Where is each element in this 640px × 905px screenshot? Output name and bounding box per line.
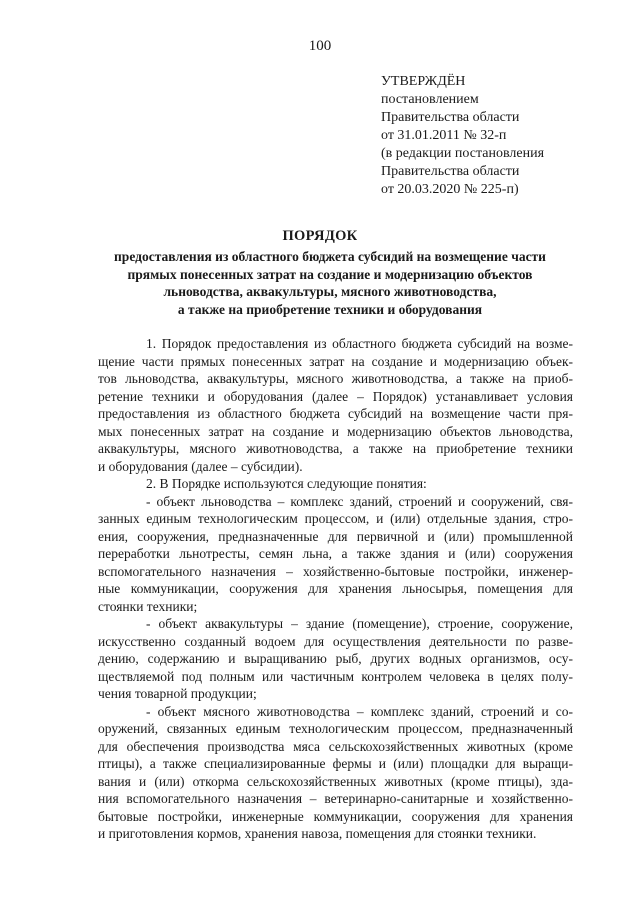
paragraph-line: чения товарной продукции; [98,686,257,701]
paragraph-line: - объект аквакультуры – здание (помещение), строение, сооружение, [146,616,573,631]
paragraph-line: ретение техники и оборудования (далее – Порядок) устанавливает условия [98,388,573,404]
paragraph-line: ществляемой под полным или частичным контролем человека в целях полу- [98,668,573,684]
document-title: ПОРЯДОК [282,228,358,244]
approval-line: от 31.01.2011 № 32-п [381,128,507,143]
paragraph-line: - объект мясного животноводства – комплекс зданий, строений и со- [146,703,573,719]
subtitle-line: а также на приобретение техники и оборудования [177,301,483,317]
subtitle-line: предоставления из областного бюджета субсидий на возмещение части [114,249,546,264]
paragraph-line: - объект льноводства – комплекс зданий, строений и сооружений, свя- [146,493,573,509]
document-body [98,335,573,843]
approval-line: Правительства области [381,164,520,179]
paragraph-line: ния вспомогательного назначения – ветеринарно-санитарные и хозяйственно- [98,791,573,806]
paragraph-line: предоставления из областного бюджета субсидий на возмещение части пря- [98,406,573,421]
paragraph-line: и оборудования (далее – субсидии). [98,458,303,474]
paragraph-line: 1. Порядок предоставления из областного бюджета субсидий на возме- [146,336,573,351]
paragraph-line: тов льноводства, аквакультуры, мясного животноводства, а также на приоб- [98,371,573,386]
paragraph-line: щение части прямых понесенных затрат на создание и модернизацию объек- [98,353,573,369]
paragraph-line: ные коммуникации, сооружения для хранения льносырья, помещения для [98,581,573,596]
subtitle-line: прямых понесенных затрат на создание и модернизацию объектов [127,266,533,282]
paragraph-line: аквакультуры, мясного животноводства, а также на приобретение техники [98,441,573,456]
paragraph-line: вания и (или) откорма сельскохозяйственных животных (кроме птицы), зда- [98,773,573,789]
paragraph-line: искусственно созданный водоем для осуществления деятельности по разве- [98,633,573,649]
paragraph-line: и приготовления кормов, хранения навоза, помещения для стоянки техники. [98,826,537,841]
paragraph-line: дению, содержанию и выращиванию рыб, других водных организмов, осу- [98,651,573,666]
paragraph-line: занных единым технологическим процессом, и (или) отдельные здания, стро- [98,511,573,526]
approval-stamp [381,73,544,199]
paragraph-line: ения, сооружения, предназначенные для первичной и (или) промышленной [98,528,573,544]
paragraph-line: вспомогательного назначения – хозяйственно-бытовые постройки, инженер- [98,563,573,579]
subtitle-line: льноводства, аквакультуры, мясного животноводства, [163,284,497,299]
approval-line: УТВЕРЖДЁН [381,74,466,89]
paragraph-line: переработки льнотресты, семян льна, а также здания и (или) сооружения [98,546,573,561]
paragraph-line: для обеспечения производства мяса сельскохозяйственных животных (кроме [98,738,573,754]
paragraph-line: стоянки техники; [98,598,198,614]
paragraph-line: 2. В Порядке используются следующие понятия: [146,476,427,491]
approval-line: постановлением [381,92,479,107]
paragraph-line: бытовые постройки, инженерные коммуникации, сооружения для хранения [98,808,573,824]
paragraph-line: мых понесенных затрат на создание и модернизацию объектов льноводства, [98,423,573,439]
paragraph-line: оружений, связанных единым технологическим процессом, предназначенный [98,721,573,736]
approval-line: (в редакции постановления [381,146,545,161]
document-subtitle [110,248,550,318]
approval-line: Правительства области [381,110,520,125]
approval-line: от 20.03.2020 № 225-п) [381,182,519,197]
paragraph-line: птицы), а также специализированные фермы и (или) площадки для выращи- [98,756,573,771]
page-number: 100 [308,38,332,54]
